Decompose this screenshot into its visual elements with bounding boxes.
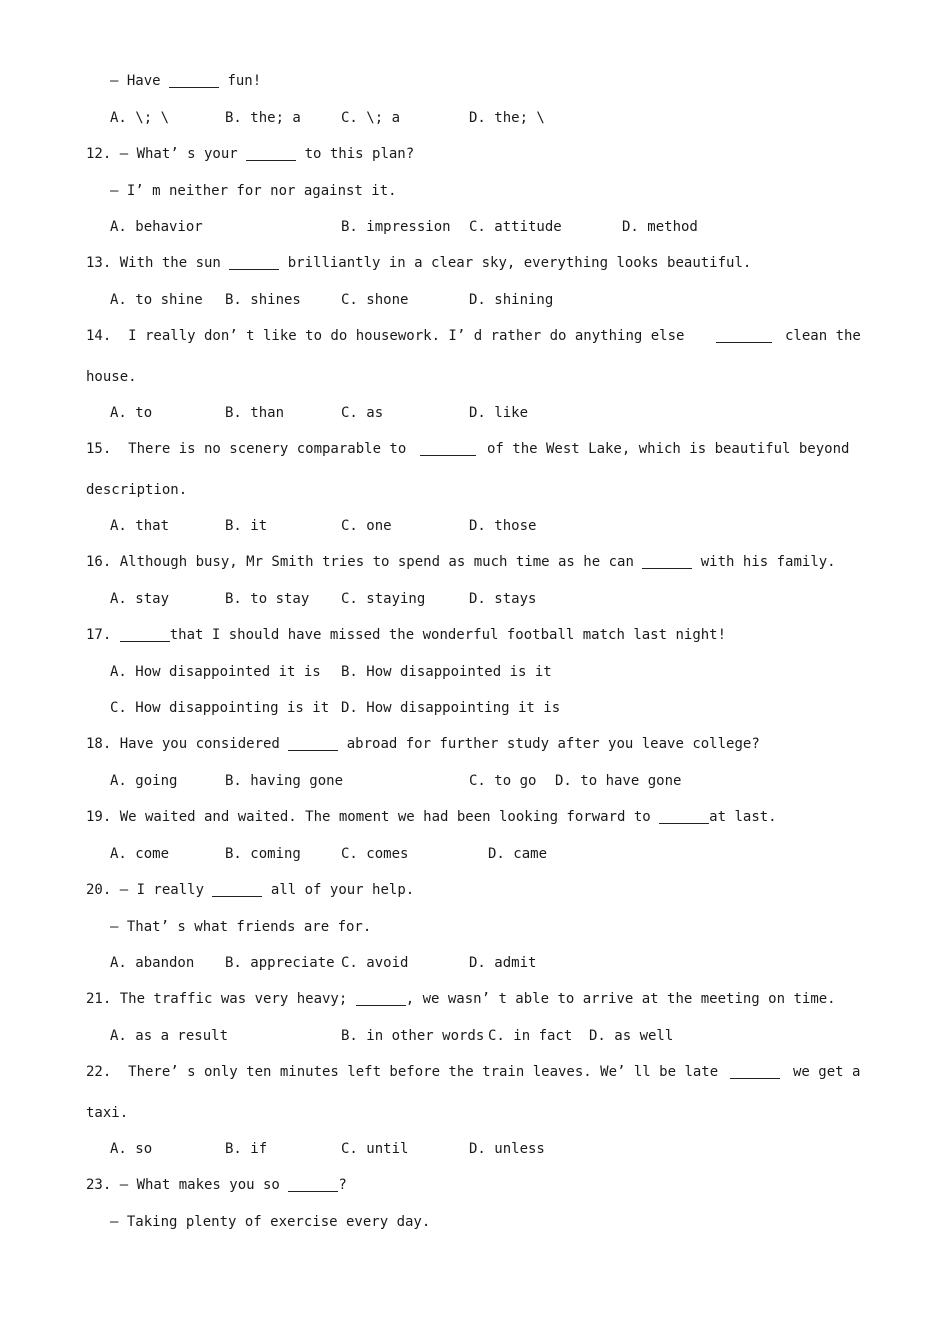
- option-a[interactable]: A. going: [110, 773, 178, 789]
- option-b[interactable]: B. in other words: [341, 1028, 485, 1044]
- option-c[interactable]: C. as: [341, 405, 384, 421]
- question-12: [86, 145, 414, 163]
- option-c[interactable]: C. to go: [469, 773, 537, 789]
- option-a[interactable]: A. abandon: [110, 955, 195, 971]
- answer-blank[interactable]: [420, 441, 476, 456]
- option-c[interactable]: C. How disappointing is it: [110, 700, 330, 716]
- text: of the West Lake, which is beautiful beyond: [487, 441, 850, 457]
- option-d[interactable]: D. method: [622, 219, 698, 235]
- option-d[interactable]: D. How disappointing it is: [341, 700, 561, 716]
- question-15: [86, 440, 406, 458]
- text: with his family.: [700, 554, 836, 570]
- answer-blank[interactable]: [659, 809, 709, 824]
- option-b[interactable]: B. appreciate: [225, 955, 335, 971]
- option-c[interactable]: C. until: [341, 1141, 409, 1157]
- answer-blank[interactable]: [246, 146, 296, 161]
- question-13: [86, 254, 751, 272]
- answer-blank[interactable]: [730, 1064, 780, 1079]
- text: 16. Although busy, Mr Smith tries to spend as much time as he can: [86, 554, 634, 570]
- answer-blank[interactable]: [120, 627, 170, 642]
- answer-blank[interactable]: [288, 1177, 338, 1192]
- question-21: [86, 990, 836, 1008]
- option-b[interactable]: B. the; a: [225, 110, 301, 126]
- text: ?: [338, 1177, 347, 1193]
- option-d[interactable]: D. as well: [589, 1028, 674, 1044]
- answer-blank[interactable]: [212, 882, 262, 897]
- option-b[interactable]: B. shines: [225, 292, 301, 308]
- option-a[interactable]: A. behavior: [110, 219, 203, 235]
- text: 22. There’ s only ten minutes left before the train leaves. We’ ll be late: [86, 1064, 719, 1080]
- text: 12. — What’ s your: [86, 146, 238, 162]
- text: all of your help.: [270, 882, 415, 898]
- option-a[interactable]: A. How disappointed it is: [110, 664, 321, 680]
- question-14: [86, 327, 684, 345]
- text: clean the: [785, 328, 861, 344]
- text: fun!: [227, 73, 262, 89]
- option-c[interactable]: C. comes: [341, 846, 409, 862]
- dialogue-reply: — I’ m neither for nor against it.: [110, 183, 397, 199]
- question-18: [86, 735, 760, 753]
- option-d[interactable]: D. like: [469, 405, 529, 421]
- text: 13. With the sun: [86, 255, 221, 271]
- text: brilliantly in a clear sky, everything looks beautiful.: [287, 255, 752, 271]
- text: that I should have missed the wonderful football match last night!: [169, 627, 727, 643]
- text: taxi.: [86, 1105, 129, 1121]
- text: — Have: [110, 73, 161, 89]
- option-c[interactable]: C. avoid: [341, 955, 409, 971]
- text: 21. The traffic was very heavy;: [86, 991, 348, 1007]
- option-b[interactable]: B. impression: [341, 219, 451, 235]
- text: 20. — I really: [86, 882, 205, 898]
- text: abroad for further study after you leave college?: [346, 736, 760, 752]
- text: description.: [86, 482, 188, 498]
- dialogue-line: [110, 72, 261, 90]
- option-b[interactable]: B. having gone: [225, 773, 344, 789]
- option-d[interactable]: D. those: [469, 518, 537, 534]
- question-16: [86, 553, 836, 571]
- option-a[interactable]: A. come: [110, 846, 170, 862]
- answer-blank[interactable]: [716, 328, 772, 343]
- answer-blank[interactable]: [642, 554, 692, 569]
- answer-blank[interactable]: [288, 736, 338, 751]
- option-a[interactable]: A. as a result: [110, 1028, 229, 1044]
- text: to this plan?: [304, 146, 415, 162]
- question-20: [86, 881, 414, 899]
- text: at last.: [709, 809, 777, 825]
- option-a[interactable]: A. that: [110, 518, 170, 534]
- answer-blank[interactable]: [169, 73, 219, 88]
- text: 18. Have you considered: [86, 736, 280, 752]
- answer-blank[interactable]: [356, 991, 406, 1006]
- option-b[interactable]: B. coming: [225, 846, 301, 862]
- option-a[interactable]: A. to shine: [110, 292, 203, 308]
- option-c[interactable]: C. shone: [341, 292, 409, 308]
- option-d[interactable]: D. the; \: [469, 110, 545, 126]
- option-c[interactable]: C. attitude: [469, 219, 562, 235]
- option-b[interactable]: B. How disappointed is it: [341, 664, 552, 680]
- text: house.: [86, 369, 137, 385]
- option-a[interactable]: A. stay: [110, 591, 170, 607]
- option-c[interactable]: C. \; a: [341, 110, 401, 126]
- option-d[interactable]: D. shining: [469, 292, 554, 308]
- option-c[interactable]: C. staying: [341, 591, 426, 607]
- answer-blank[interactable]: [229, 255, 279, 270]
- option-d[interactable]: D. to have gone: [555, 773, 682, 789]
- question-22: [86, 1063, 718, 1081]
- option-b[interactable]: B. than: [225, 405, 285, 421]
- dialogue-reply: — Taking plenty of exercise every day.: [110, 1214, 431, 1230]
- option-a[interactable]: A. \; \: [110, 110, 170, 126]
- text: we get a: [793, 1064, 861, 1080]
- dialogue-reply: — That’ s what friends are for.: [110, 919, 372, 935]
- question-23: [86, 1176, 347, 1194]
- text: 19. We waited and waited. The moment we had been looking forward to: [86, 809, 651, 825]
- option-d[interactable]: D. admit: [469, 955, 537, 971]
- option-c[interactable]: C. one: [341, 518, 392, 534]
- text: 14. I really don’ t like to do housework. I’ d rather do anything else: [86, 328, 685, 344]
- option-a[interactable]: A. to: [110, 405, 153, 421]
- question-19: [86, 808, 777, 826]
- option-d[interactable]: D. stays: [469, 591, 537, 607]
- text: 23. — What makes you so: [86, 1177, 280, 1193]
- option-b[interactable]: B. to stay: [225, 591, 310, 607]
- option-d[interactable]: D. came: [488, 846, 548, 862]
- option-c[interactable]: C. in fact: [488, 1028, 573, 1044]
- text: 15. There is no scenery comparable to: [86, 441, 407, 457]
- option-b[interactable]: B. if: [225, 1141, 268, 1157]
- text: , we wasn’ t able to arrive at the meeting on time.: [405, 991, 836, 1007]
- option-b[interactable]: B. it: [225, 518, 268, 534]
- option-a[interactable]: A. so: [110, 1141, 153, 1157]
- question-17: [86, 626, 726, 644]
- option-d[interactable]: D. unless: [469, 1141, 545, 1157]
- text: 17.: [86, 627, 112, 643]
